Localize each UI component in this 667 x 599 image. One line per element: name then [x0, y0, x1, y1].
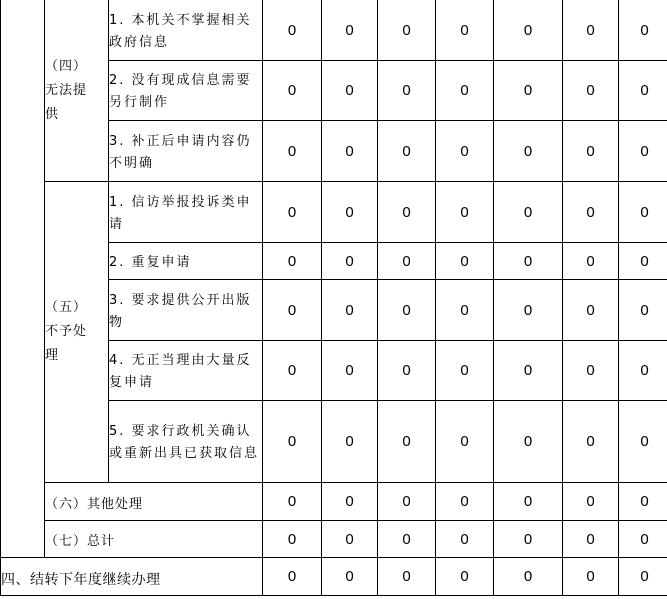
value-cell: 0: [378, 121, 436, 182]
value-cell: 0: [494, 483, 563, 521]
value-cell: 0: [436, 558, 494, 596]
group-label-line: （四）: [45, 58, 88, 74]
value-cell: 0: [322, 521, 378, 558]
value-cell: 0: [436, 0, 494, 61]
row-label-cell: [109, 61, 263, 121]
value-cell: 0: [263, 121, 322, 182]
group-label-cell: [45, 182, 109, 483]
group-label-cell: [45, 0, 109, 182]
value-cell: 0: [322, 483, 378, 521]
value-cell: 0: [263, 341, 322, 401]
row-label-cell: [109, 182, 263, 243]
value-cell: 0: [263, 61, 322, 121]
row-label-cell: [1, 558, 263, 596]
row-label-cell: [109, 243, 263, 280]
value-cell: 0: [322, 558, 378, 596]
value-cell: 0: [263, 243, 322, 280]
value-cell: 0: [378, 483, 436, 521]
table-row: [1, 182, 667, 243]
row-label: 四、结转下年度继续办理: [1, 571, 161, 588]
value-cell: 0: [619, 341, 667, 401]
row-label: （七）总计: [45, 534, 116, 549]
value-cell: 0: [619, 483, 667, 521]
value-cell: 0: [436, 121, 494, 182]
value-cell: 0: [378, 401, 436, 483]
value-cell: 0: [619, 401, 667, 483]
value-cell: 0: [563, 121, 619, 182]
row-label-cell: [45, 521, 263, 558]
value-cell: 0: [494, 558, 563, 596]
value-cell: 0: [263, 558, 322, 596]
value-cell: 0: [436, 483, 494, 521]
row-label: 2. 没有现成信息需要另行制作: [109, 73, 252, 110]
value-cell: 0: [322, 401, 378, 483]
value-cell: 0: [436, 243, 494, 280]
value-cell: 0: [263, 521, 322, 558]
row-label: 1. 本机关不掌握相关政府信息: [109, 12, 252, 50]
value-cell: 0: [378, 558, 436, 596]
table-row: [1, 483, 667, 521]
value-cell: 0: [563, 401, 619, 483]
value-cell: 0: [322, 121, 378, 182]
value-cell: 0: [619, 121, 667, 182]
value-cell: 0: [494, 243, 563, 280]
value-cell: 0: [494, 61, 563, 121]
row-label: 3. 补正后申请内容仍不明确: [109, 133, 252, 171]
value-cell: 0: [263, 280, 322, 341]
value-cell: 0: [494, 121, 563, 182]
value-cell: 0: [563, 243, 619, 280]
value-cell: 0: [263, 401, 322, 483]
value-cell: 0: [378, 182, 436, 243]
value-cell: 0: [563, 182, 619, 243]
row-label-cell: [109, 121, 263, 182]
value-cell: 0: [436, 280, 494, 341]
row-label-cell: [109, 401, 263, 483]
value-cell: 0: [619, 61, 667, 121]
value-cell: 0: [619, 280, 667, 341]
value-cell: 0: [619, 182, 667, 243]
value-cell: 0: [494, 401, 563, 483]
value-cell: 0: [619, 243, 667, 280]
value-cell: 0: [563, 521, 619, 558]
value-cell: 0: [619, 521, 667, 558]
value-cell: 0: [378, 243, 436, 280]
value-cell: 0: [436, 401, 494, 483]
value-cell: 0: [378, 61, 436, 121]
row-label-cell: [109, 280, 263, 341]
group-label-line: （五）: [45, 300, 88, 315]
value-cell: 0: [563, 280, 619, 341]
row-label: 1. 信访举报投诉类申请: [109, 194, 252, 232]
table-row: [1, 0, 667, 61]
value-cell: 0: [563, 483, 619, 521]
group-label-line: 不予处: [45, 324, 88, 339]
value-cell: 0: [263, 0, 322, 61]
group-label-line: 理: [45, 348, 60, 363]
value-cell: 0: [263, 182, 322, 243]
value-cell: 0: [322, 280, 378, 341]
row-label: （六）其他处理: [45, 496, 144, 512]
group-label-line: 无法提: [45, 82, 88, 98]
row-label: 3. 要求提供公开出版物: [109, 292, 252, 330]
value-cell: 0: [494, 0, 563, 61]
group-label-line: 供: [45, 106, 60, 122]
value-cell: 0: [378, 341, 436, 401]
value-cell: 0: [322, 341, 378, 401]
value-cell: 0: [263, 483, 322, 521]
value-cell: 0: [436, 182, 494, 243]
value-cell: 0: [563, 341, 619, 401]
value-cell: 0: [494, 280, 563, 341]
value-cell: 0: [563, 61, 619, 121]
row-label-cell: [109, 0, 263, 61]
table-row: [1, 558, 667, 596]
value-cell: 0: [619, 0, 667, 61]
value-cell: 0: [378, 521, 436, 558]
value-cell: 0: [378, 0, 436, 61]
value-cell: 0: [563, 558, 619, 596]
value-cell: 0: [322, 182, 378, 243]
indent-cell: [1, 0, 45, 558]
value-cell: 0: [494, 521, 563, 558]
value-cell: 0: [322, 0, 378, 61]
value-cell: 0: [494, 341, 563, 401]
value-cell: 0: [436, 521, 494, 558]
table-row: [1, 521, 667, 558]
row-label: 2. 重复申请: [109, 254, 192, 270]
value-cell: 0: [378, 280, 436, 341]
value-cell: 0: [563, 0, 619, 61]
row-label: 4. 无正当理由大量反复申请: [109, 353, 252, 390]
row-label-cell: [45, 483, 263, 521]
value-cell: 0: [436, 341, 494, 401]
value-cell: 0: [322, 243, 378, 280]
value-cell: 0: [619, 558, 667, 596]
value-cell: 0: [436, 61, 494, 121]
value-cell: 0: [494, 182, 563, 243]
row-label: 5. 要求行政机关确认或重新出具已获取信息: [109, 424, 260, 461]
row-label-cell: [109, 341, 263, 401]
value-cell: 0: [322, 61, 378, 121]
